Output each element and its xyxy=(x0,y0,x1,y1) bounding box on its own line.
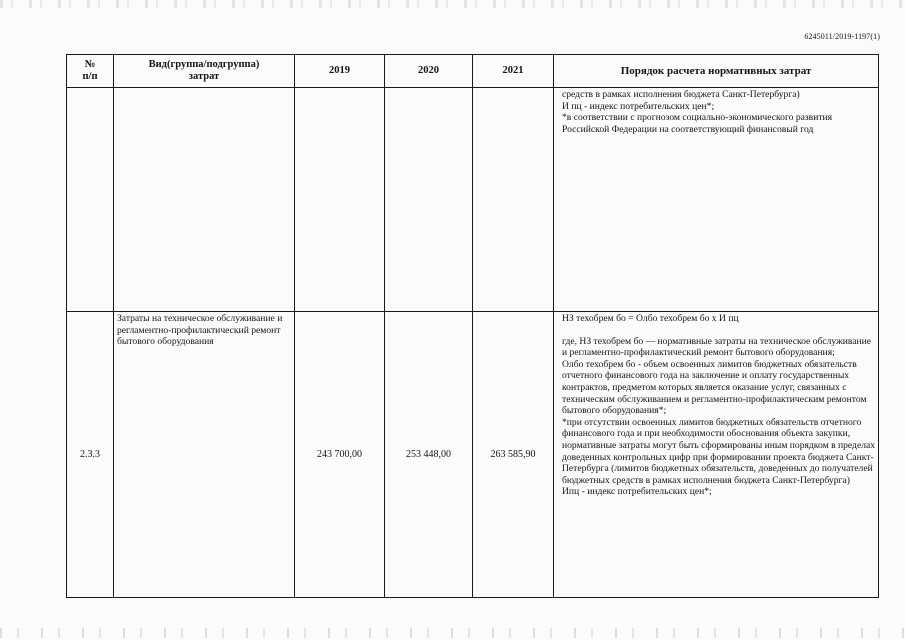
col-line-5 xyxy=(553,54,554,598)
method-paragraph: где, НЗ техобрем бо — нормативные затраты на техническое обслуживание и регламентно-профилактический ремонт бытового оборудования; xyxy=(562,335,872,359)
row-cost-type: Затраты на техническое обслуживание и регламентно-профилактический ремонт бытового оборудования xyxy=(117,313,283,348)
header-year-2019: 2019 xyxy=(329,65,350,76)
method-paragraph: Олбо техобрем бо - объем освоенных лимитов бюджетных обязательств отчетного финансового года на заключение и оплату государственных контрактов, предметом которых является оказание услуг, связанных с техническим обслуживанием и регламентно-профилактическим ремонтом бытового оборудования*; xyxy=(562,358,867,417)
method-paragraph: *при отсутствии освоенных лимитов бюджетных обязательств отчетного финансового года и при необходимости обоснования объекта закупки, нормативные затраты могут быть сформированы иным порядком в пределах доведенных контрольных цифр при формировании проекта бюджета Санкт-Петербурга (лимитов бюджетных обязательств, доведенных до получателей бюджетных средств в рамках исполнения бюджета Санкт-Петербурга) xyxy=(562,416,876,486)
header-type: Вид(группа/подгруппа) затрат xyxy=(148,59,260,82)
method-paragraph: Ипц - индекс потребительских цен*; xyxy=(562,486,712,498)
row-value-2020: 253 448,00 xyxy=(406,449,451,460)
row-method xyxy=(562,313,876,597)
row-number: 2.3.3 xyxy=(80,449,100,460)
header-year-2020: 2020 xyxy=(418,65,439,76)
header-num: № п/п xyxy=(82,59,98,82)
header-year-2021: 2021 xyxy=(502,65,524,76)
col-line-1 xyxy=(113,54,114,598)
header-method: Порядок расчета нормативных затрат xyxy=(620,65,812,77)
formula-line: НЗ техобрем бо = Олбо техобрем бо х И пц xyxy=(562,313,739,324)
method-line: средств в рамках исполнения бюджета Санкт-Петербурга) xyxy=(562,89,800,100)
method-line: *в соответствии с прогнозом социально-экономического развития Российской Федерации на соответствующий финансовый год xyxy=(562,112,833,135)
col-line-6 xyxy=(878,54,879,598)
row-value-2021: 263 585,90 xyxy=(490,449,536,460)
method-line: И пц - индекс потребительских цен*; xyxy=(562,100,715,112)
document-id: 6245011/2019-1197(1) xyxy=(804,32,880,41)
table-row-continuation-method xyxy=(562,89,874,309)
row-value-2019: 243 700,00 xyxy=(317,449,362,460)
